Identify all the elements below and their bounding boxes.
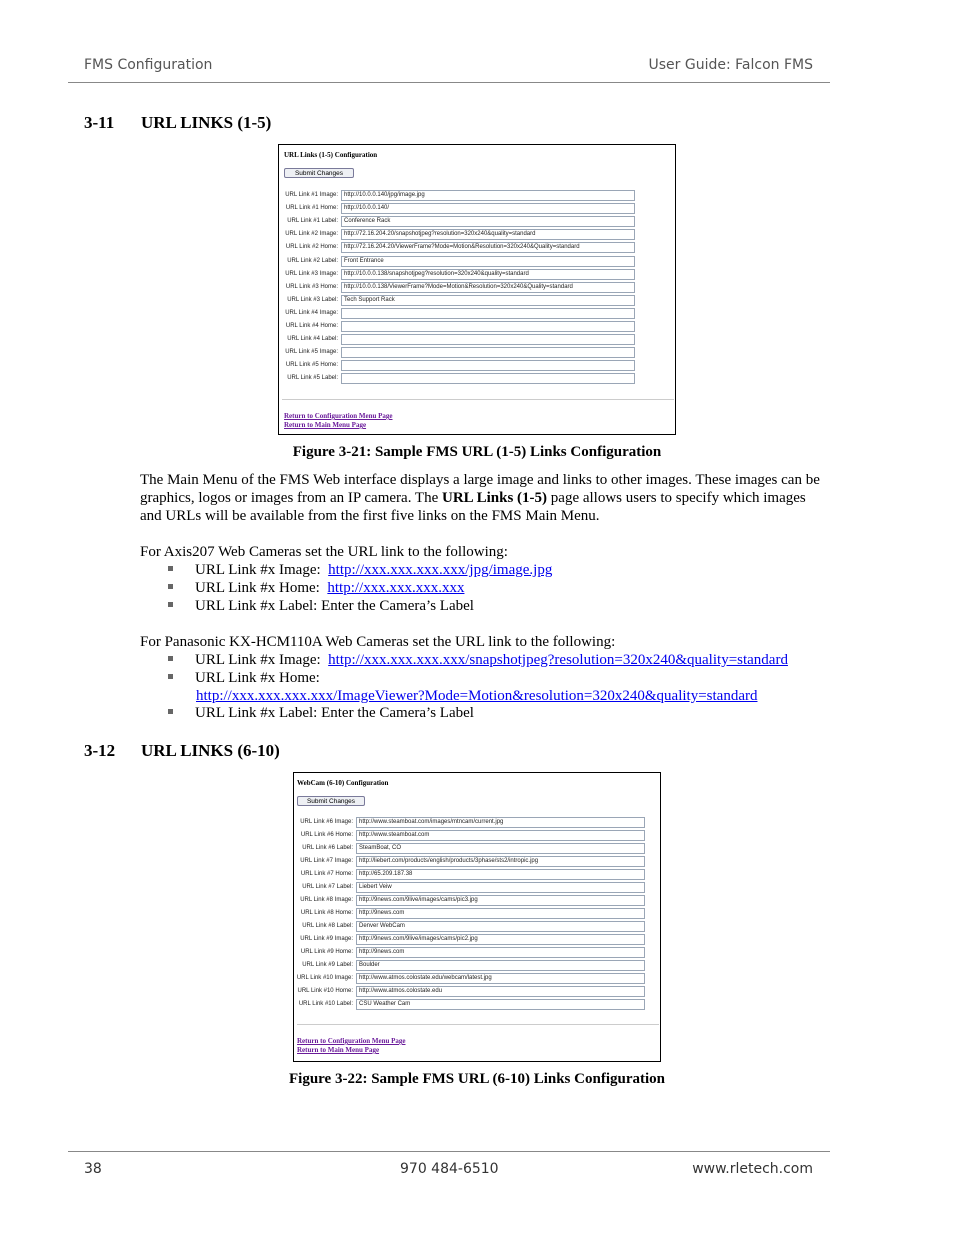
section-heading-3-11 <box>84 113 271 133</box>
field-label: URL Link #5 Home: <box>285 362 338 369</box>
axis-home-link[interactable]: http://xxx.xxx.xxx.xxx <box>327 580 465 596</box>
header-left: FMS Configuration <box>84 57 213 73</box>
figure-caption-3-21: Figure 3-21: Sample FMS URL (1-5) Links Configuration <box>292 444 662 460</box>
form-row <box>294 973 645 984</box>
axis-bullet-home <box>168 579 464 597</box>
url-field[interactable]: http://10.0.0.138/snapshotjpeg?resolution=320x240&quality=standard <box>341 269 635 280</box>
bullet-square <box>168 566 173 571</box>
field-label: URL Link #5 Image: <box>285 349 338 356</box>
axis-bullet-image <box>168 561 552 579</box>
url-field[interactable] <box>341 334 635 345</box>
form-row <box>294 817 645 828</box>
form-row <box>279 295 635 306</box>
submit-changes-button[interactable]: Submit Changes <box>297 796 365 806</box>
form-row <box>279 256 635 267</box>
url-field[interactable]: http://www.steamboat.com/images/mtncam/current.jpg <box>356 817 645 828</box>
form-row <box>279 242 635 253</box>
section-title: URL LINKS (6-10) <box>141 741 280 760</box>
field-label: URL Link #8 Image: <box>300 897 353 903</box>
url-field[interactable]: http://www.steamboat.com <box>356 830 645 841</box>
form-row <box>294 895 645 906</box>
bullet-square <box>168 674 173 679</box>
section-heading-3-12 <box>84 741 280 761</box>
field-label: URL Link #2 Home: <box>285 244 338 251</box>
field-label: URL Link #3 Label: <box>287 296 338 303</box>
field-label: URL Link #2 Label: <box>287 257 338 264</box>
form-row <box>294 934 645 945</box>
divider <box>282 399 674 400</box>
url-field[interactable]: Front Entrance <box>341 256 635 267</box>
field-label: URL Link #10 Label: <box>298 1001 353 1007</box>
url-field[interactable]: CSU Weather Cam <box>356 999 645 1010</box>
section-title: URL LINKS (1-5) <box>141 113 272 132</box>
form-row <box>279 282 635 293</box>
form-row <box>279 216 635 227</box>
field-label: URL Link #5 Label: <box>287 375 338 382</box>
header-right: User Guide: Falcon FMS <box>648 57 813 73</box>
para-text-a: The Main Menu of the FMS Web interface displays a large image and links to other images. These images can be graphics, logos or images from an IP camera. The <box>140 472 820 506</box>
url-field[interactable]: http://liebert.com/products/english/products/3phase/sts2/intropic.jpg <box>356 856 645 867</box>
field-label: URL Link #1 Home: <box>285 205 338 212</box>
url-field[interactable]: SteamBoat, CO <box>356 843 645 854</box>
url-field[interactable]: http://65.209.187.38 <box>356 869 645 880</box>
field-label: URL Link #1 Label: <box>287 218 338 225</box>
config-title: WebCam (6-10) Configuration <box>297 779 389 787</box>
return-config-menu-link[interactable]: Return to Configuration Menu Page <box>284 412 393 420</box>
url-field[interactable] <box>341 373 635 384</box>
axis-bullet-label <box>168 597 474 615</box>
field-label: URL Link #9 Image: <box>300 936 353 942</box>
field-label: URL Link #6 Image: <box>300 819 353 825</box>
section-number: 3-12 <box>84 741 116 760</box>
return-main-menu-link[interactable]: Return to Main Menu Page <box>297 1046 380 1054</box>
field-label: URL Link #4 Home: <box>285 323 338 329</box>
form-row <box>294 882 645 893</box>
form-row <box>279 269 635 280</box>
form-row <box>279 203 635 214</box>
axis-intro: For Axis207 Web Cameras set the URL link to the following: <box>140 544 508 560</box>
submit-changes-button[interactable]: Submit Changes <box>284 168 354 178</box>
url-field[interactable]: Tech Support Rack <box>341 295 635 306</box>
header-rule <box>68 82 830 83</box>
form-row <box>279 334 635 345</box>
form-row <box>294 830 645 841</box>
url-links-1-5-screenshot <box>278 144 676 435</box>
url-field[interactable]: http://9news.com <box>356 947 645 958</box>
footer-url: www.rletech.com <box>692 1161 813 1177</box>
field-label: URL Link #7 Label: <box>302 884 353 890</box>
form-row <box>294 843 645 854</box>
bullet-square <box>168 584 173 589</box>
form-row <box>279 190 635 201</box>
field-label: URL Link #4 Image: <box>285 309 338 316</box>
form-row <box>279 373 635 384</box>
field-label: URL Link #2 Image: <box>285 231 338 238</box>
field-label: URL Link #1 Image: <box>285 192 338 198</box>
panasonic-intro: For Panasonic KX-HCM110A Web Cameras set the URL link to the following: <box>140 634 616 650</box>
field-label: URL Link #10 Home: <box>297 988 353 994</box>
field-label: URL Link #6 Label: <box>302 845 353 851</box>
section-number: 3-11 <box>84 113 115 132</box>
url-field[interactable]: http://9news.com/9live/images/cams/pic3.jpg <box>356 895 645 906</box>
url-links-6-10-screenshot <box>293 772 661 1062</box>
field-label: URL Link #7 Image: <box>300 858 353 864</box>
panasonic-bullet-label <box>168 704 474 722</box>
bullet-square <box>168 656 173 661</box>
url-field[interactable]: http://72.16.204.20/ViewerFrame?Mode=Motion&Resolution=320x240&Quality=standard <box>341 242 635 253</box>
bullet-label: URL Link #x Home: <box>195 580 320 596</box>
form-row <box>294 986 645 997</box>
return-config-menu-link[interactable]: Return to Configuration Menu Page <box>297 1037 406 1045</box>
panasonic-home-link-line <box>196 687 757 705</box>
bullet-text: URL Link #x Label: Enter the Camera’s Label <box>195 705 474 721</box>
url-field[interactable] <box>341 321 635 332</box>
panasonic-home-link[interactable]: http://xxx.xxx.xxx.xxx/ImageViewer?Mode=Motion&resolution=320x240&quality=standard <box>196 688 758 704</box>
form-row <box>279 347 635 358</box>
url-field[interactable]: Denver WebCam <box>356 921 645 932</box>
axis-image-link[interactable]: http://xxx.xxx.xxx.xxx/jpg/image.jpg <box>328 562 553 578</box>
form-row <box>294 947 645 958</box>
form-row <box>294 999 645 1010</box>
url-field[interactable]: Boulder <box>356 960 645 971</box>
para-text-b: page allows users to specify which images and URLs will be available from the first five links on the FMS Main Menu. <box>140 490 806 524</box>
field-label: URL Link #9 Home: <box>300 949 353 955</box>
bullet-label: URL Link #x Image: <box>195 652 321 668</box>
footer-phone: 970 484-6510 <box>400 1161 499 1177</box>
bullet-square <box>168 602 173 607</box>
url-field[interactable]: http://www.atmos.colostate.edu <box>356 986 645 997</box>
url-field[interactable] <box>341 308 635 319</box>
form-row <box>294 908 645 919</box>
form-row <box>294 921 645 932</box>
config-title: URL Links (1-5) Configuration <box>284 151 378 159</box>
url-field[interactable]: http://72.16.204.20/snapshotjpeg?resolution=320x240&quality=standard <box>341 229 635 240</box>
panasonic-bullet-home <box>168 669 320 687</box>
panasonic-bullet-image <box>168 651 788 669</box>
url-field[interactable]: http://9news.com <box>356 908 645 919</box>
field-label: URL Link #7 Home: <box>300 871 353 877</box>
form-row <box>294 960 645 971</box>
field-label: URL Link #3 Home: <box>285 283 338 290</box>
url-field[interactable]: http://www.atmos.colostate.edu/webcam/latest.jpg <box>356 973 645 984</box>
url-field[interactable]: http://10.0.0.138/ViewerFrame?Mode=Motion&Resolution=320x240&Quality=standard <box>341 282 635 293</box>
bullet-label: URL Link #x Image: <box>195 562 321 578</box>
figure-caption-3-22: Figure 3-22: Sample FMS URL (6-10) Links Configuration <box>289 1071 665 1087</box>
url-field[interactable] <box>341 347 635 358</box>
form-row <box>279 360 635 371</box>
field-label: URL Link #4 Label: <box>287 336 338 343</box>
return-main-menu-link[interactable]: Return to Main Menu Page <box>284 421 367 429</box>
field-label: URL Link #9 Label: <box>302 962 353 968</box>
form-row <box>279 229 635 240</box>
form-row <box>294 869 645 880</box>
field-label: URL Link #6 Home: <box>300 832 353 838</box>
intro-paragraph <box>140 471 820 525</box>
bullet-label: URL Link #x Home: <box>195 670 320 686</box>
field-label: URL Link #8 Label: <box>302 923 353 929</box>
form-row <box>279 321 635 332</box>
bullet-square <box>168 709 173 714</box>
field-label: URL Link #8 Home: <box>300 910 353 916</box>
url-field[interactable]: Conference Rack <box>341 216 635 227</box>
bullet-text: URL Link #x Label: Enter the Camera’s Label <box>195 598 474 614</box>
url-field[interactable]: http://9news.com/9live/images/cams/pic2.jpg <box>356 934 645 945</box>
url-field[interactable]: Liebert Veiw <box>356 882 645 893</box>
para-bold: URL Links (1-5) <box>442 490 548 506</box>
page-number: 38 <box>84 1161 102 1177</box>
form-row <box>294 856 645 867</box>
field-label: URL Link #10 Image: <box>296 975 353 981</box>
url-field[interactable]: http://10.0.0.140/ <box>341 203 635 214</box>
divider <box>297 1024 659 1025</box>
form-row <box>279 308 635 319</box>
panasonic-image-link[interactable]: http://xxx.xxx.xxx.xxx/snapshotjpeg?resolution=320x240&quality=standard <box>328 652 788 668</box>
footer-rule <box>68 1151 830 1152</box>
field-label: URL Link #3 Image: <box>285 270 338 277</box>
url-field[interactable] <box>341 360 635 371</box>
url-field[interactable]: http://10.0.0.140/jpg/image.jpg <box>341 190 635 201</box>
